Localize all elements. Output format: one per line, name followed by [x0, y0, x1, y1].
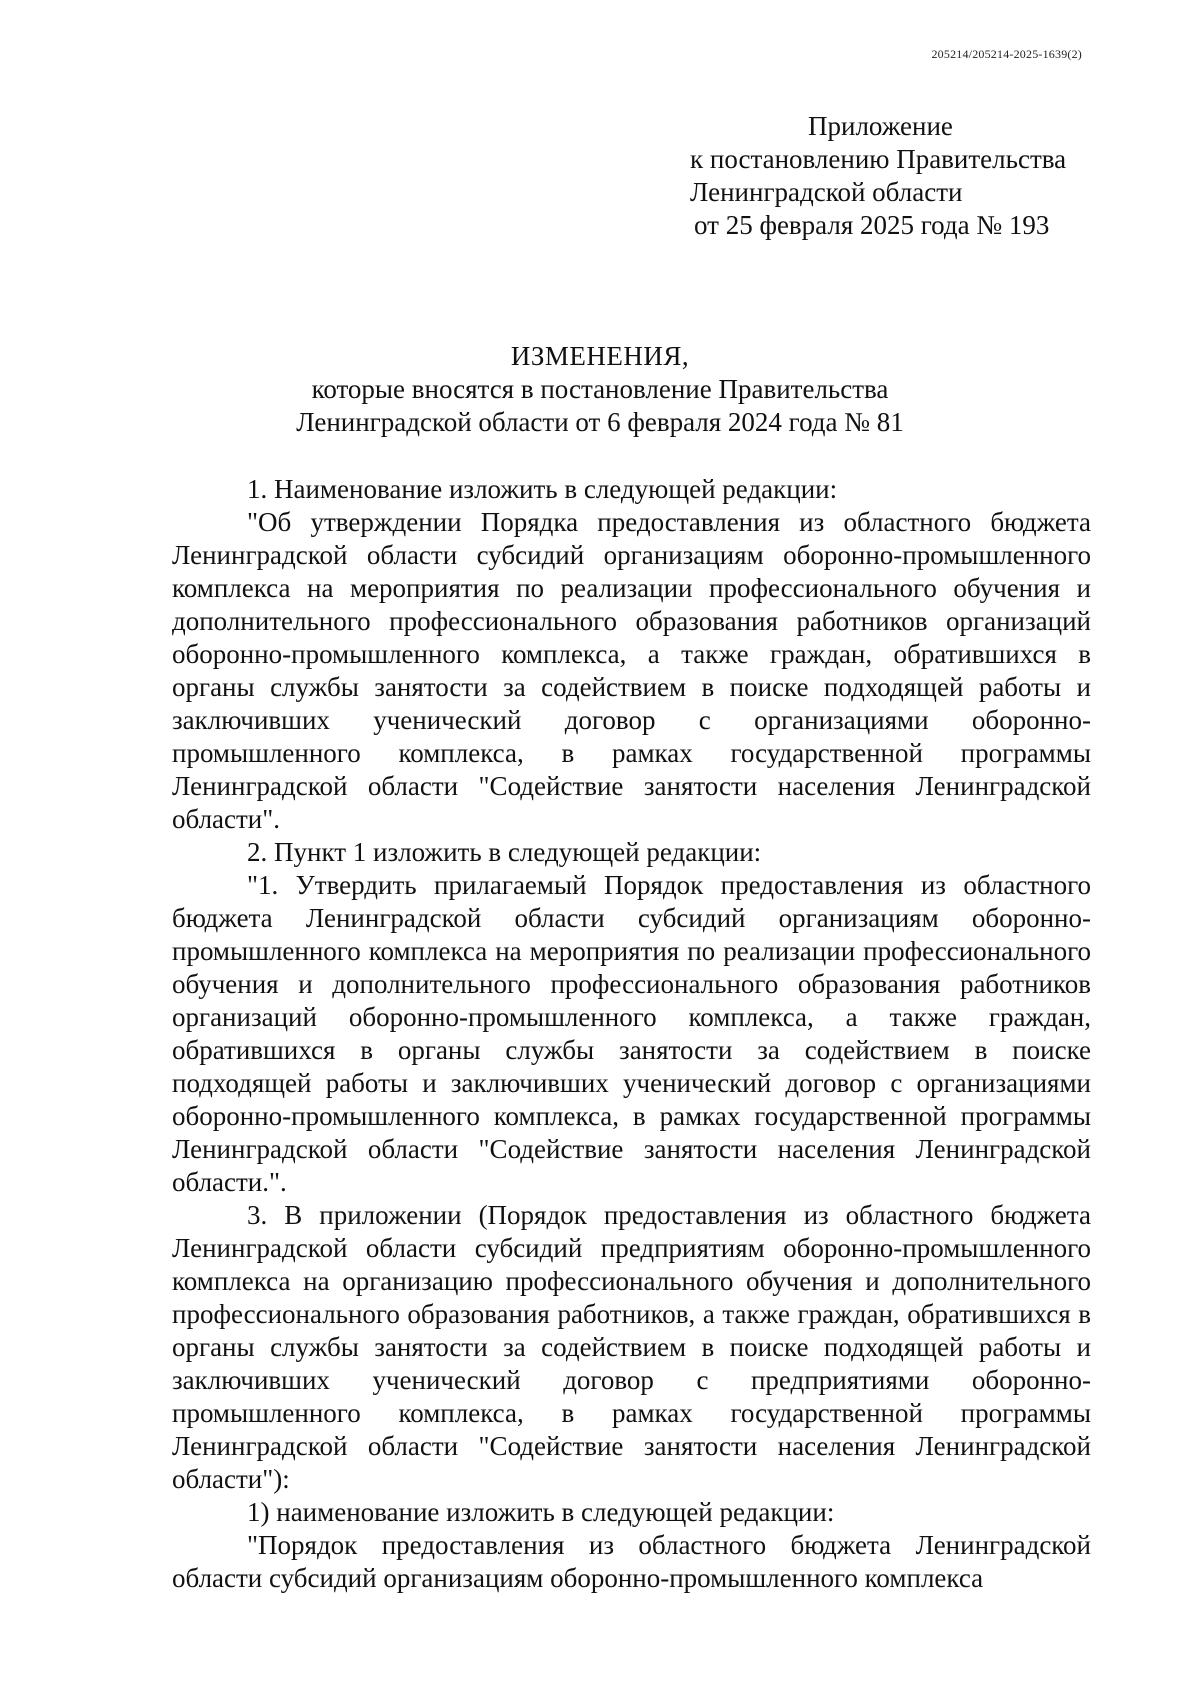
paragraph-quote-2: "1. Утвердить прилагаемый Порядок предоставления из областного бюджета Ленинградской области субсидий организациям оборонно-промышленного комплекса на мероприятия по реализации профессионального обучения и дополнительного профессионального образования работников организаций оборонно-промышленного комплекса, а также граждан, обратившихся в органы службы занятости за содействием в поиске подходящей работы и заключивших ученический договор с организациями оборонно-промышленного комплекса, в рамках государственной программы Ленинградской области "Содействие занятости населения Ленинградской области.".	[172, 870, 1091, 1197]
appendix-date-line: от 25 февраля 2025 года № 193	[694, 210, 1050, 240]
paragraph-item-3: 3. В приложении (Порядок предоставления из областного бюджета Ленинградской области субсидий предприятиям оборонно-промышленного комплекса на организацию профессионального обучения и дополнительного профессионального образования работников, а также граждан, обратившихся в органы службы занятости за содействием в поиске подходящей работы и заключивших ученический договор с предприятиями оборонно-промышленного комплекса, в рамках государственной программы Ленинградской области "Содействие занятости населения Ленинградской области"):	[172, 1200, 1091, 1494]
paragraph-quote-3: "Порядок предоставления из областного бюджета Ленинградской области субсидий организациям оборонно-промышленного комплекса	[172, 1530, 1091, 1593]
appendix-label: Приложение	[808, 111, 953, 141]
paragraph-item-1: 1. Наименование изложить в следующей редакции:	[247, 474, 838, 504]
document-title	[0, 340, 1200, 439]
paragraph-item-2: 2. Пункт 1 изложить в следующей редакции:	[247, 837, 762, 867]
appendix-resolution-line: к постановлению Правительства	[690, 144, 1067, 174]
title-heading: ИЗМЕНЕНИЯ,	[510, 341, 690, 371]
document-body	[172, 473, 1091, 1595]
paragraph-quote-1: "Об утверждении Порядка предоставления из областного бюджета Ленинградской области субсидий организациям оборонно-промышленного комплекса на мероприятия по реализации профессионального обучения и дополнительного профессионального образования работников организаций оборонно-промышленного комплекса, а также граждан, обратившихся в органы службы занятости за содействием в поиске подходящей работы и заключивших ученический договор с организациями оборонно-промышленного комплекса, в рамках государственной программы Ленинградской области "Содействие занятости населения Ленинградской области".	[172, 507, 1091, 834]
appendix-region-line: Ленинградской области	[690, 177, 963, 207]
title-subtitle-line-1: которые вносятся в постановление Правительства	[311, 374, 889, 404]
title-subtitle-line-2: Ленинградской области от 6 февраля 2024 года № 81	[296, 407, 904, 437]
paragraph-subitem-1: 1) наименование изложить в следующей редакции:	[247, 1497, 835, 1527]
appendix-header	[690, 110, 1110, 242]
document-id: 205214/205214-2025-1639(2)	[931, 47, 1082, 61]
